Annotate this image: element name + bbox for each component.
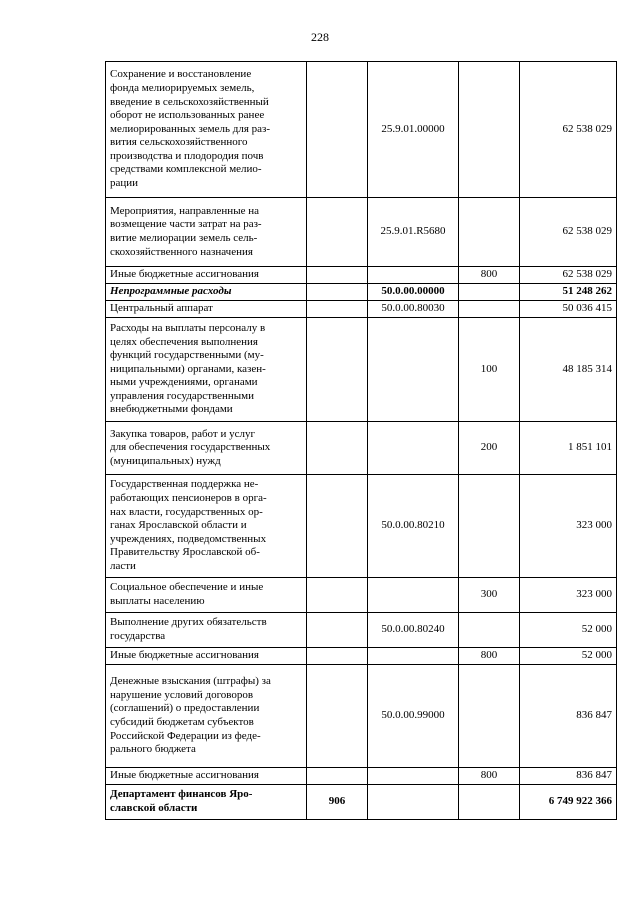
row-admin-code: [307, 62, 368, 198]
row-target-code: [368, 648, 459, 665]
row-name: Иные бюджетные ассигнования: [106, 768, 307, 785]
row-sum: 836 847: [520, 768, 617, 785]
row-sum: 51 248 262: [520, 284, 617, 301]
row-name: Закупка товаров, работ и услуг для обеспечения государственных (муниципальных) нужд: [106, 422, 307, 475]
row-name: Непрограммные расходы: [106, 284, 307, 301]
row-admin-code: 906: [307, 785, 368, 820]
row-admin-code: [307, 301, 368, 318]
row-sum: 836 847: [520, 665, 617, 768]
table-row: [106, 62, 617, 198]
row-sum: 6 749 922 366: [520, 785, 617, 820]
row-admin-code: [307, 198, 368, 267]
row-admin-code: [307, 648, 368, 665]
row-sum: 62 538 029: [520, 198, 617, 267]
table-row: [106, 318, 617, 422]
row-admin-code: [307, 768, 368, 785]
row-admin-code: [307, 578, 368, 613]
table-row: [106, 422, 617, 475]
row-sum: 62 538 029: [520, 267, 617, 284]
row-target-code: [368, 578, 459, 613]
row-sum: 323 000: [520, 578, 617, 613]
row-name: Выполнение других обязательств государства: [106, 613, 307, 648]
row-admin-code: [307, 422, 368, 475]
row-admin-code: [307, 613, 368, 648]
row-target-code: 50.0.00.80210: [368, 475, 459, 578]
table-row: [106, 613, 617, 648]
row-expense-type: 200: [459, 422, 520, 475]
row-admin-code: [307, 318, 368, 422]
row-expense-type: 100: [459, 318, 520, 422]
row-name: Департамент финансов Яро- славской области: [106, 785, 307, 820]
row-target-code: [368, 267, 459, 284]
row-sum: 62 538 029: [520, 62, 617, 198]
table-row: [106, 785, 617, 820]
row-sum: 50 036 415: [520, 301, 617, 318]
row-target-code: 25.9.01.R5680: [368, 198, 459, 267]
table-row: [106, 578, 617, 613]
table-row: [106, 198, 617, 267]
row-sum: 323 000: [520, 475, 617, 578]
row-sum: 52 000: [520, 613, 617, 648]
row-expense-type: 800: [459, 768, 520, 785]
table-row: [106, 475, 617, 578]
row-expense-type: [459, 785, 520, 820]
row-expense-type: 300: [459, 578, 520, 613]
row-name: Мероприятия, направленные на возмещение части затрат на раз- витие мелиорации земель сель- скохозяйственного назначения: [106, 198, 307, 267]
table-row: [106, 665, 617, 768]
row-target-code: 50.0.00.80030: [368, 301, 459, 318]
row-sum: 48 185 314: [520, 318, 617, 422]
table-row: [106, 284, 617, 301]
row-target-code: 50.0.00.99000: [368, 665, 459, 768]
row-target-code: [368, 318, 459, 422]
row-name: Расходы на выплаты персоналу в целях обеспечения выполнения функций государственными (му- ниципальными) органами, казен- ными учреждениями, органами управления государственными внебюджетными фондами: [106, 318, 307, 422]
table-row: [106, 648, 617, 665]
row-target-code: 50.0.00.80240: [368, 613, 459, 648]
row-expense-type: [459, 284, 520, 301]
budget-table: [105, 61, 617, 820]
row-expense-type: [459, 62, 520, 198]
row-target-code: 50.0.00.00000: [368, 284, 459, 301]
page-number: 228: [311, 30, 329, 44]
row-admin-code: [307, 475, 368, 578]
row-name: Центральный аппарат: [106, 301, 307, 318]
row-expense-type: [459, 665, 520, 768]
row-name: Государственная поддержка не- работающих пенсионеров в орга- нах власти, государственных ор- ганах Ярославской области и учреждениях, подведомственных Правительству Ярославской об- ласти: [106, 475, 307, 578]
row-expense-type: [459, 301, 520, 318]
row-name: Сохранение и восстановление фонда мелиорируемых земель, введение в сельскохозяйственный оборот не использованных ранее мелиорированных земель для раз- вития сельскохозяйственного производства и плодородия почв средствами комплексной мелио- рации: [106, 62, 307, 198]
row-name: Денежные взыскания (штрафы) за нарушение условий договоров (соглашений) о предоставлении субсидий бюджетам субъектов Российской Федерации из феде- рального бюджета: [106, 665, 307, 768]
row-target-code: 25.9.01.00000: [368, 62, 459, 198]
table-row: [106, 267, 617, 284]
row-name: Социальное обеспечение и иные выплаты населению: [106, 578, 307, 613]
row-name: Иные бюджетные ассигнования: [106, 648, 307, 665]
row-sum: 1 851 101: [520, 422, 617, 475]
row-sum: 52 000: [520, 648, 617, 665]
row-expense-type: [459, 475, 520, 578]
row-admin-code: [307, 284, 368, 301]
row-expense-type: [459, 613, 520, 648]
row-name: Иные бюджетные ассигнования: [106, 267, 307, 284]
row-target-code: [368, 768, 459, 785]
row-expense-type: 800: [459, 267, 520, 284]
table-row: [106, 768, 617, 785]
row-expense-type: 800: [459, 648, 520, 665]
row-admin-code: [307, 267, 368, 284]
table-row: [106, 301, 617, 318]
row-target-code: [368, 785, 459, 820]
row-admin-code: [307, 665, 368, 768]
row-target-code: [368, 422, 459, 475]
row-expense-type: [459, 198, 520, 267]
